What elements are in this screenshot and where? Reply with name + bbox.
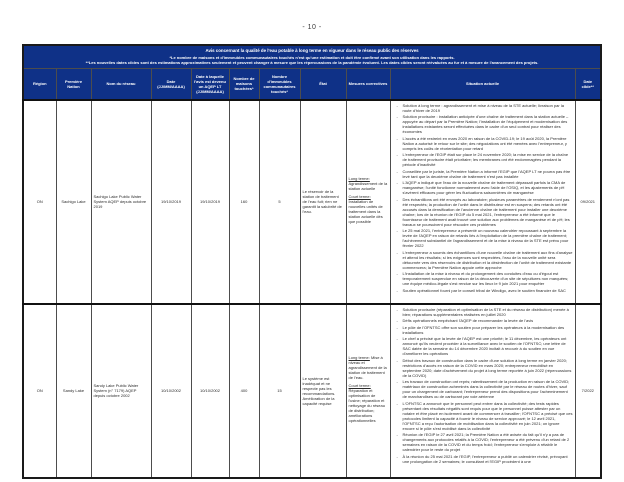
situation-bullet: - Les travaux de construction ont repris; ralentissement de la production en raison de la COVID; matériaux de construction acheminés dans la collectivité par le réseau de routes d'hiver, sauf pour un chargement de carburant; l'entrepreneur prend des dispositions pour l'acheminement de marchandises ou de carburant par voie aérienne xyxy=(399,379,573,399)
cell-date-cible: 7/2022 xyxy=(575,304,601,478)
cell-nb-maisons: 400 xyxy=(229,304,259,478)
mesures-long-terme-label: Long terme: xyxy=(348,176,370,181)
cell-date: 10/10/2002 xyxy=(151,304,191,478)
table-title-band xyxy=(23,45,601,68)
table-note-2: **Les nouvelles dates cibles sont des estimations approximatives seulement et peuvent changer à mesure que les répercussions de la pandémie évoluent. Les dates cibles seront réévaluées au fur et à mesure de l'avancement des projets. xyxy=(85,60,539,65)
cell-region: ON xyxy=(23,100,56,304)
situation-bullet: - Conseillée par le juriste, la Première Nation a informé l'EGIP que l'AQEP LT ne pourra pas être levé tant que la deuxième chaîne de traitement n'est pas installée xyxy=(399,169,573,179)
col-header-mesures-correctives: Mesures correctives xyxy=(346,68,390,100)
situation-bullet: - Des échantillons ont été envoyés au laboratoire; plusieurs paramètres de rendement n'ont pas été respectés; la production de l'unité dans le distributeur est en suspens; des retards ont été accusés dans la densification de l'ancienne chaîne de traitement pour installer une deuxième chaîne; lors de la réunion de l'EGIP du 5 mai 2021, l'entrepreneur a été informé que le fournisseur de traitement avait trouvé une solution aux problèmes de manganèse et de pH; les travaux se poursuivent pour résoudre ces problèmes xyxy=(399,197,573,227)
situation-bullet: - Défis opérationnels empêchant l'AQEP de recommander la levée de l'avis xyxy=(399,318,573,323)
col-header-nom-du-reseau: Nom du réseau xyxy=(91,68,151,100)
cell-nom-du-reseau: Sandy Lake Public Water System (n° 7179) AQEP depuis octobre 2002 xyxy=(91,304,151,478)
cell-date-aqep-lt: 10/10/2002 xyxy=(191,304,229,478)
situation-bullet: - Début des travaux de construction dans le cadre d'une solution à long terme en janvier 2020; restrictions d'accès en raison de la COVID en mars 2020; entrepreneur remobilisé en septembre 2020; date d'achèvement du projet à long terme reportée à juin 2022 (répercussions de la COVID) xyxy=(399,358,573,378)
mesures-court-terme-label: Court terme: xyxy=(348,194,371,199)
mesures-long-terme-text: Mise à niveau et agrandissement de la station de traitement de l'eau. xyxy=(348,355,387,380)
mesures-court-terme-text: Installation de nouvelles unités de traitement dans la station actuelle dès que possible xyxy=(348,199,383,224)
situation-bullet: - À la réunion du 25 mai 2021 de l'EGIP, l'entrepreneur a publié un calendrier révisé, prévoyant une prolongation de 2 semaines; le consultant et l'EGIP procèdent à une xyxy=(399,454,573,464)
cell-date-cible: 09/2021 xyxy=(575,100,601,304)
table-title: Avis concernant la qualité de l'eau potable à long terme en vigueur dans le réseau public des réserves xyxy=(205,48,419,53)
cell-premiere-nation: Sandy Lake xyxy=(56,304,91,478)
table-note-1: *Le nombre de maisons et d'immeubles communautaires touchés n'est qu'une estimation et doit être confirmé avant son utilisation dans les rapports. xyxy=(169,54,455,60)
situation-bullet: - L'entrepreneur de l'EGIP était sur place le 24 novembre 2020; la mise en service de la chaîne de traitement provisoire était prioritaire; les membranes ont été endommagées pendant la période d'inactivité xyxy=(399,152,573,167)
col-header-premiere-nation: Première Nation xyxy=(56,68,91,100)
cell-nb-immeubles: 15 xyxy=(259,304,300,478)
cell-situation-actuelle xyxy=(390,304,575,478)
col-header-date: Date (JJ/MM/AAAA) xyxy=(151,68,191,100)
situation-bullet: - Le pôle de l'OFNTSC offre son soutien pour préparer les opérateurs à la modernisation des installations xyxy=(399,325,573,335)
situation-bullet: - Solution provisoire (réparation et optimisation de la STE et du réseau de distribution) menée à bien; réparations supplémentaires réalisées en juillet 2020 xyxy=(399,307,573,317)
cell-mesures-correctives xyxy=(346,304,390,478)
situation-bullet: - L'entrepreneur a soumis des échantillons d'une nouvelle chaîne de traitement aux fins d'analyse et attend les résultats; si les exigences sont respectées, l'eau de la nouvelle unité sera détournée vers des réservoirs de distribution et la désinfection de l'unité de traitement existante commencera; la Première Nation appuie cette approche xyxy=(399,250,573,270)
situation-bullet: - L'accès a été restreint en mars 2020 en raison de la COVID-19; le 19 août 2020, la Première Nation a autorisé le retour sur le site; des négociations ont été menées avec l'entrepreneur, y compris les coûts de réorientation pour retard xyxy=(399,136,573,151)
situation-bullet: - Réunion de l'EGIP le 27 avril 2021; la Première Nation a été avisée du fait qu'il n'y a pas de changements aux protocoles relatifs à la COVID; l'entrepreneur a été prévenu d'un retard de 2 semaines en raison de la COVID et du temps froid; l'entrepreneur s'emploie à rétablir le calendrier pour le reste du projet xyxy=(399,432,573,452)
col-header-date-cible: Date cible** xyxy=(575,68,601,100)
mesures-court-terme-label: Court terme: xyxy=(348,383,371,388)
cell-date: 19/10/2019 xyxy=(151,100,191,304)
water-advisories-table xyxy=(22,44,602,479)
page-number: - 10 - xyxy=(302,24,322,31)
cell-date-aqep-lt: 19/10/2019 xyxy=(191,100,229,304)
situation-bullet: - Le chef a précisé que la levée de l'AQEP est une priorité; le 11 décembre, les opérateurs ont annoncé qu'ils veulent procéder à la surveillance avec le soutien de l'OFNTSC; une lettre de SAC datée de la semaine du 14 décembre 2020 incitait à recourir à du soutien en vue d'améliorer les opérations xyxy=(399,336,573,356)
mesures-long-terme-label: Long terme: xyxy=(348,355,370,360)
col-header-situation-actuelle: Situation actuelle xyxy=(390,68,575,100)
situation-bullet-list xyxy=(393,307,573,464)
cell-situation-actuelle xyxy=(390,100,575,304)
cell-region: ON xyxy=(23,304,56,478)
col-header-nb-immeubles: Nombre d'immeubles communautaires touchés* xyxy=(259,68,300,100)
situation-bullet: - Solution à long terme : agrandissement et mise à niveau de la STE actuelle; livraison par la route d'hiver de 2019 xyxy=(399,103,573,113)
cell-etat: Le système est inadéquat et ne respecte pas les recommandations. Amélioration de la capacité requise xyxy=(300,304,346,478)
cell-premiere-nation: Sachigo Lake xyxy=(56,100,91,304)
col-header-region: Région xyxy=(23,68,56,100)
col-header-date-aqep-lt: Date à laquelle l'avis est devenu un AQEP LT (JJ/MM/AAAA) xyxy=(191,68,229,100)
cell-nb-immeubles: 5 xyxy=(259,100,300,304)
cell-nb-maisons: 160 xyxy=(229,100,259,304)
mesures-court-terme-text: Réparation et optimisation de l'usine; réparation et nettoyage du réseau de distribution; améliorations opérationnelles xyxy=(348,388,385,423)
col-header-nb-maisons: Nombre de maisons touchées* xyxy=(229,68,259,100)
table-row-sachigo-lake xyxy=(23,100,601,304)
mesures-long-terme-text: Agrandissement de la station actuelle xyxy=(348,181,388,191)
situation-bullet-list xyxy=(393,103,573,293)
situation-bullet: - Le 25 mai 2021, l'entrepreneur a présenté un nouveau calendrier repoussant à septembre la levée de l'AQEP en raison de retards liés à l'exploitation de la première chaîne de traitement; l'achèvement substantiel de l'agrandissement et de la mise à niveau de la STE est prévu pour février 2022 xyxy=(399,228,573,248)
cell-nom-du-reseau: Sachigo Lake Public Water System AQEP depuis octobre 2019 xyxy=(91,100,151,304)
situation-bullet: - L'OFNTSC a annoncé que le personnel peut entrer dans la collectivité; des tests rapides présentant des résultats négatifs sont requis pour que le personnel puisse attester par un notaire et être placé en isolement avant de commencer à travailler; l'OFNTSC a précisé que ces protocoles limitent la capacité à fournir le niveau de service approuvé; le 12 avril 2021, l'OFNTSC a reçu l'autorisation de mobilisation dans la collectivité en juin 2021; on ignore encore si le pôle s'est mobilisé dans la collectivité xyxy=(399,401,573,431)
cell-etat: Le réservoir de la station de traitement de l'eau fuit; rien ne garantit la salubrité de l'eau. xyxy=(300,100,346,304)
column-header-row xyxy=(23,68,601,100)
situation-bullet: - L'AQEP a indiqué que l'eau de la nouvelle chaîne de traitement dépassait parfois la CMA de manganèse; l'unité fonctionne normalement avec l'aide de l'OSIQ, et les ajustements de pH s'avèrent efficaces pour gérer les fluctuations saisonnières de manganèse xyxy=(399,180,573,195)
situation-bullet: - Soutien opérationnel fourni par le conseil tribal de Windigo, avec le soutien financier de SAC xyxy=(399,288,573,293)
situation-bullet: - Solution provisoire : installation anticipée d'une chaîne de traitement dans la station actuelle – appuyée au départ par la Première Nation; l'installation de l'équipement et modernisation des installations existantes seront effectuées dans le cadre d'un seul contrat pour réaliser des économies xyxy=(399,114,573,134)
col-header-etat: État xyxy=(300,68,346,100)
cell-mesures-correctives xyxy=(346,100,390,304)
situation-bullet: - L'installation de la mise à niveau et du prolongement des conduites d'eau ou d'égout est temporairement suspendue en raison de la découverte d'un site de sépultures non marquées; une équipe médico-légale s'est rendue sur les lieux le 9 juin 2021 pour enquêter xyxy=(399,271,573,286)
table-row-sandy-lake xyxy=(23,304,601,478)
